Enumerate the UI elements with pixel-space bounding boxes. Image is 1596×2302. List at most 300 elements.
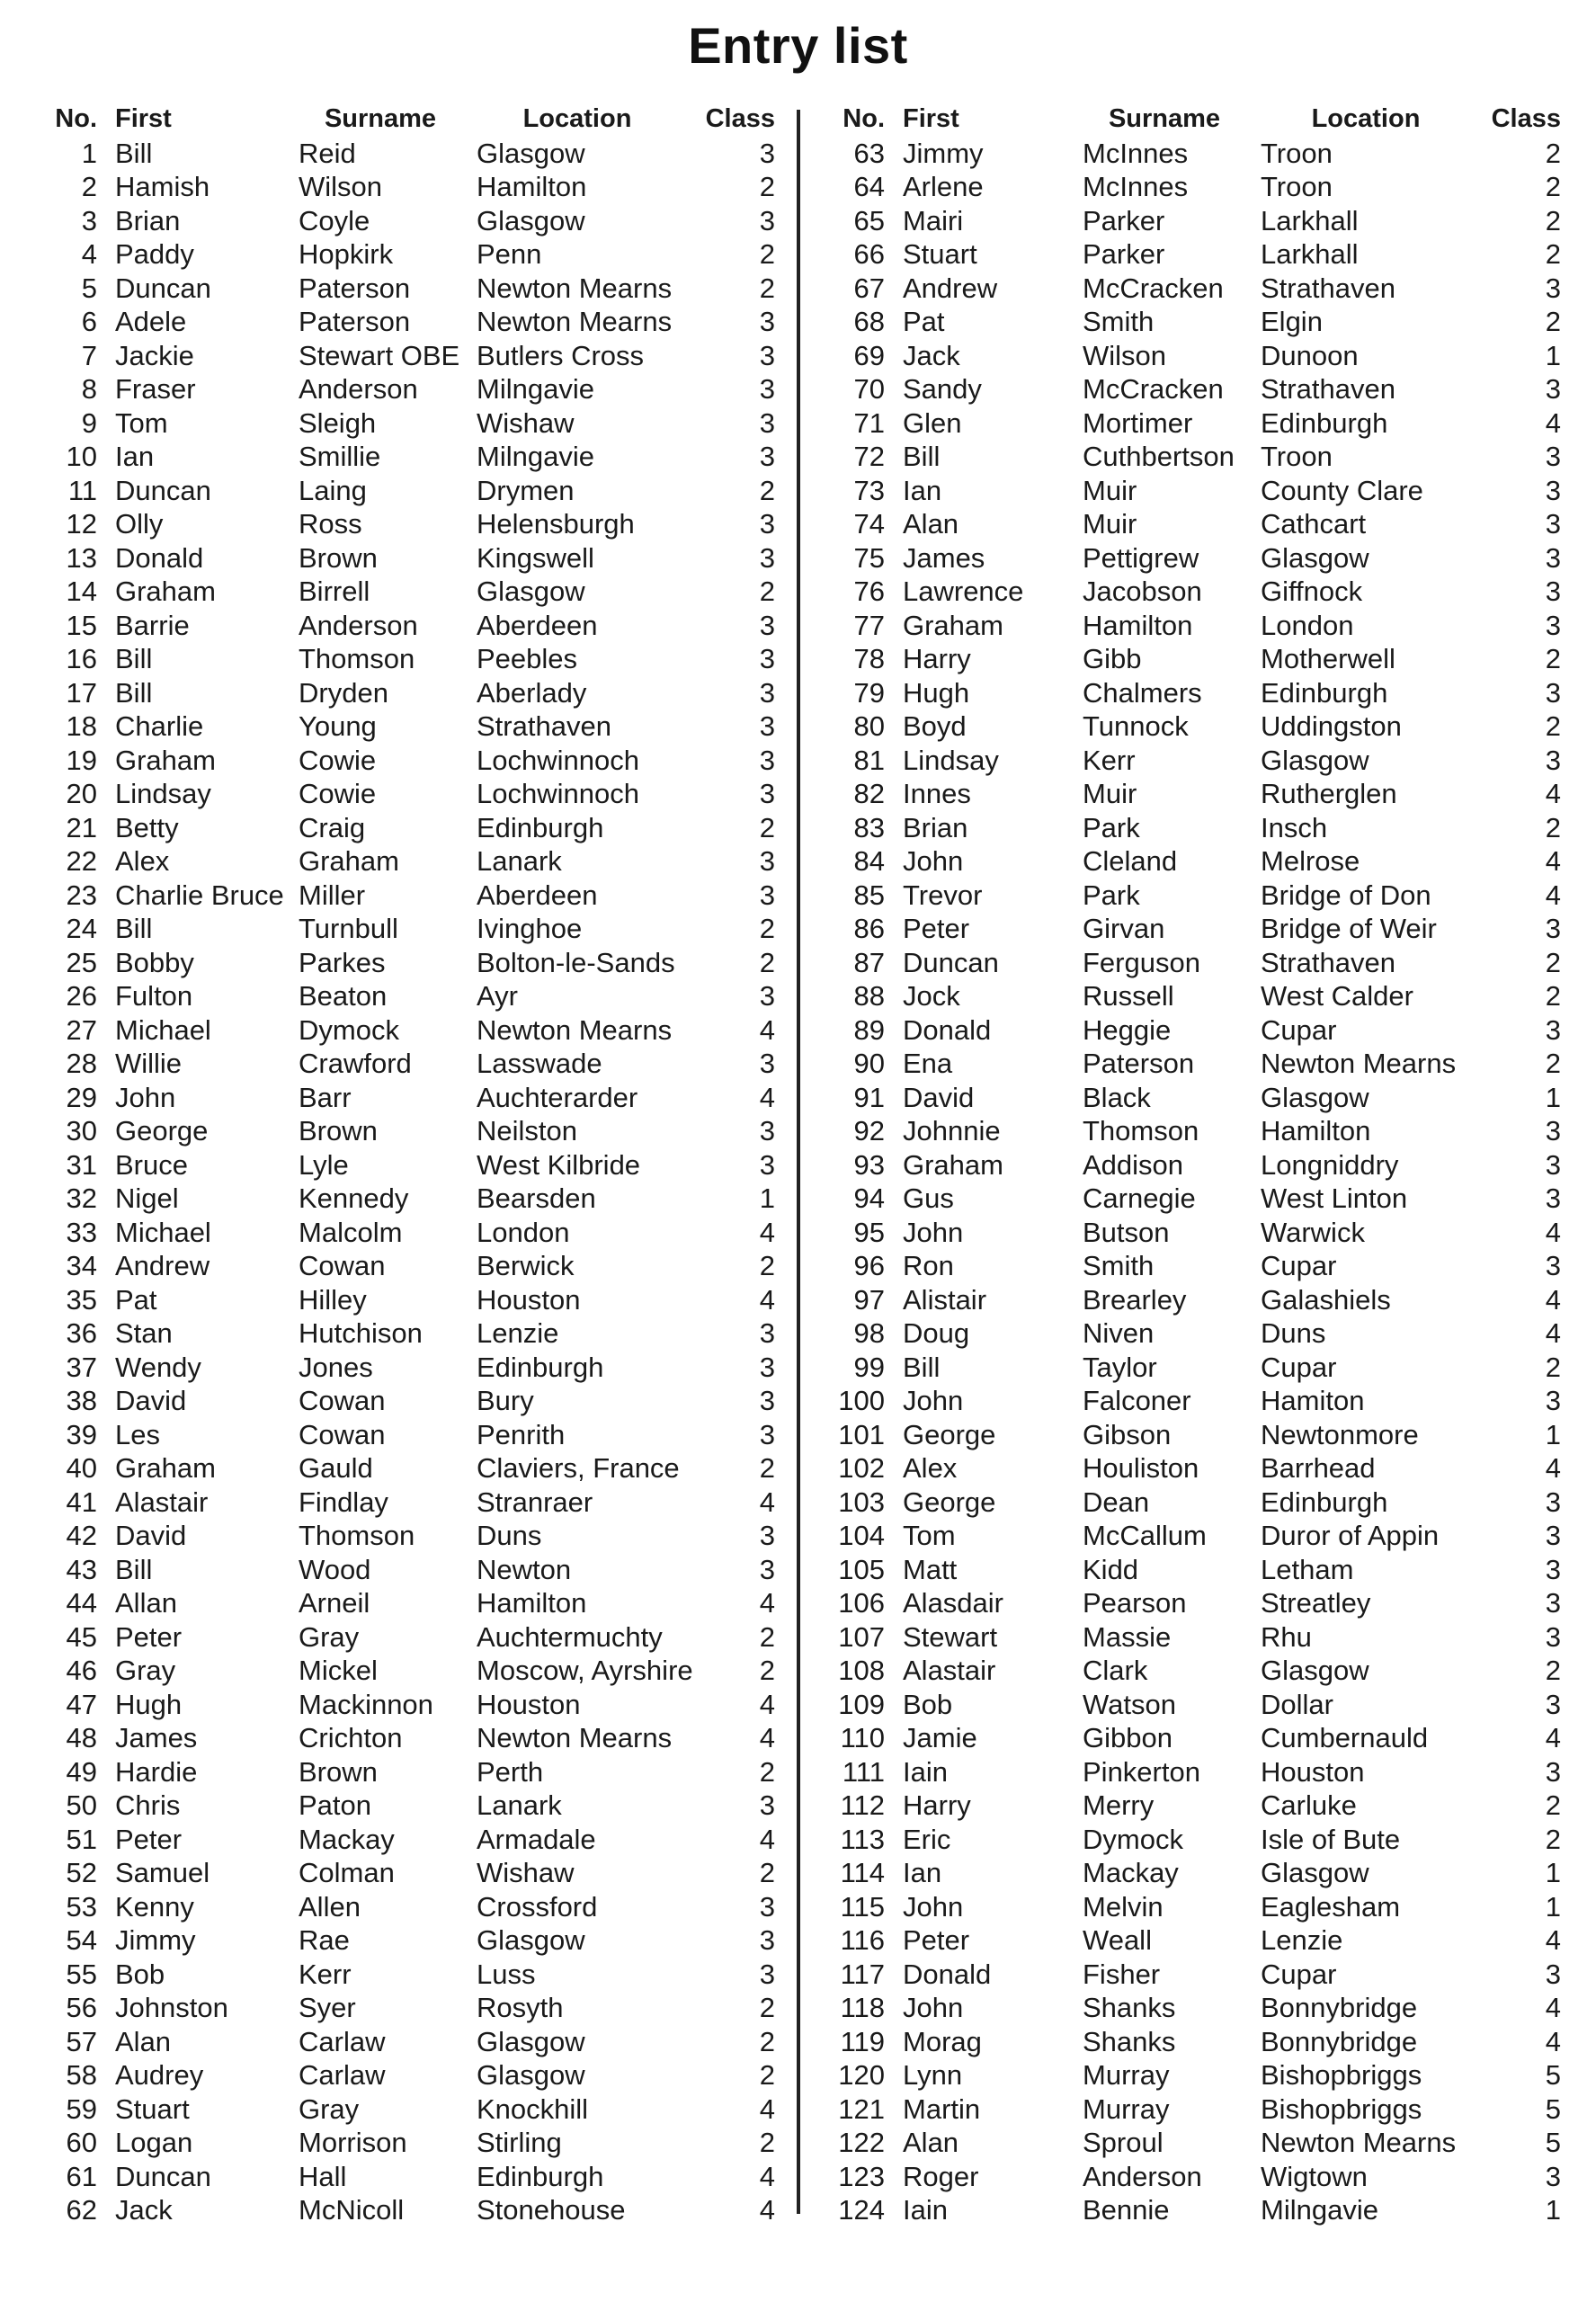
entry-first-name: Boyd — [903, 710, 967, 743]
table-row — [52, 508, 779, 542]
entry-first-name: Ian — [115, 441, 155, 473]
header-class: Class — [705, 103, 775, 133]
entry-first-name: Charlie — [115, 710, 204, 743]
table-row — [52, 2160, 779, 2194]
entry-first-name: Nigel — [115, 1182, 179, 1215]
entry-location: Hamilton — [477, 171, 587, 203]
entry-surname: Watson — [1083, 1688, 1176, 1720]
entry-location: Lenzie — [477, 1317, 559, 1350]
entry-first-name: Brian — [903, 811, 968, 843]
entry-surname: Sproul — [1083, 2127, 1164, 2159]
entry-number: 33 — [66, 1216, 97, 1248]
entry-location: Newton Mearns — [1261, 1048, 1457, 1080]
entry-surname: Paterson — [1083, 1048, 1195, 1080]
entry-surname: Allen — [299, 1890, 361, 1923]
entry-number: 54 — [66, 1924, 97, 1957]
entry-location: Insch — [1261, 811, 1328, 843]
table-row — [818, 406, 1565, 441]
entry-first-name: Fulton — [115, 980, 193, 1013]
entry-surname: Dymock — [299, 1013, 399, 1046]
entry-number: 98 — [853, 1317, 885, 1350]
entry-surname: Cowan — [299, 1418, 386, 1450]
entry-location: West Linton — [1261, 1182, 1408, 1215]
entry-first-name: Iain — [903, 1755, 948, 1788]
entry-first-name: Hugh — [115, 1688, 183, 1720]
entry-number: 64 — [853, 171, 885, 203]
entry-location: Houston — [477, 1283, 581, 1316]
entry-location: Lasswade — [477, 1048, 602, 1080]
entry-number: 42 — [66, 1520, 97, 1552]
entry-location: Lenzie — [1261, 1924, 1343, 1957]
entry-number: 111 — [842, 1755, 885, 1788]
table-row — [52, 1283, 779, 1317]
table-row — [52, 1216, 779, 1250]
entry-first-name: Alex — [115, 845, 170, 878]
entry-number: 83 — [853, 811, 885, 843]
entry-surname: Carlaw — [299, 2059, 386, 2092]
entry-surname: Thomson — [1083, 1115, 1199, 1147]
entry-first-name: Lindsay — [903, 744, 999, 776]
table-row — [52, 2127, 779, 2161]
entry-location: Newton — [477, 1553, 572, 1585]
table-row — [818, 1755, 1565, 1789]
entry-class: 3 — [759, 778, 775, 810]
table-row — [818, 1182, 1565, 1217]
entry-surname: McCracken — [1083, 272, 1224, 304]
table-row — [818, 339, 1565, 373]
entry-number: 105 — [838, 1553, 885, 1585]
entry-number: 95 — [853, 1216, 885, 1248]
entry-class: 3 — [759, 1115, 775, 1147]
entry-number: 88 — [853, 980, 885, 1013]
entry-class: 3 — [1545, 541, 1561, 574]
entry-surname: Young — [299, 710, 377, 743]
entry-class: 3 — [759, 1385, 775, 1417]
entry-surname: Thomson — [299, 643, 415, 675]
entry-location: Newton Mearns — [477, 306, 673, 338]
entry-class: 4 — [1545, 2025, 1561, 2057]
entry-first-name: Jack — [903, 339, 960, 371]
entry-number: 19 — [66, 744, 97, 776]
entry-location: Elgin — [1261, 306, 1323, 338]
entry-surname: Morrison — [299, 2127, 407, 2159]
table-row — [818, 1115, 1565, 1149]
entry-location: Claviers, France — [477, 1452, 680, 1485]
table-row — [52, 1520, 779, 1554]
table-row — [818, 845, 1565, 879]
table-row — [52, 1655, 779, 1689]
header-surname: Surname — [324, 103, 437, 133]
entry-first-name: Martin — [903, 2092, 981, 2125]
entry-surname: Coyle — [299, 204, 370, 236]
table-row — [52, 710, 779, 745]
entry-first-name: Gray — [115, 1655, 176, 1687]
entry-surname: Gibson — [1083, 1418, 1172, 1450]
table-row — [818, 373, 1565, 407]
entry-surname: Mickel — [299, 1655, 378, 1687]
entry-surname: Hilley — [299, 1283, 367, 1316]
entry-first-name: Barrie — [115, 609, 190, 641]
table-row — [52, 1317, 779, 1352]
entry-location: Newton Mearns — [1261, 2127, 1457, 2159]
table-row — [52, 1013, 779, 1048]
entry-location: Galashiels — [1261, 1283, 1391, 1316]
entry-surname: Shanks — [1083, 1992, 1176, 2024]
entry-class: 4 — [759, 1216, 775, 1248]
table-row — [818, 1958, 1565, 1992]
entry-location: Glasgow — [1261, 1081, 1369, 1113]
entry-first-name: Alan — [115, 2025, 172, 2057]
entry-class: 3 — [1545, 676, 1561, 709]
entry-surname: McCracken — [1083, 373, 1224, 406]
entry-first-name: Chris — [115, 1789, 181, 1822]
entry-first-name: Iain — [903, 2194, 948, 2226]
entry-class: 3 — [759, 1958, 775, 1990]
entry-class: 2 — [759, 1452, 775, 1485]
entry-surname: Massie — [1083, 1620, 1172, 1653]
entry-surname: Craig — [299, 811, 366, 843]
entry-number: 69 — [853, 339, 885, 371]
table-row — [818, 204, 1565, 238]
entry-number: 8 — [81, 373, 97, 406]
entry-class: 1 — [759, 1182, 775, 1215]
table-row — [818, 2092, 1565, 2127]
entry-class: 4 — [759, 1823, 775, 1855]
entry-number: 72 — [853, 441, 885, 473]
entry-location: County Clare — [1261, 474, 1423, 506]
table-row — [52, 643, 779, 677]
entry-location: Wishaw — [477, 406, 575, 439]
entry-surname: Kerr — [299, 1958, 352, 1990]
table-row — [818, 1486, 1565, 1520]
entry-first-name: Duncan — [115, 2160, 211, 2192]
entry-location: Wigtown — [1261, 2160, 1368, 2192]
entry-location: London — [477, 1216, 570, 1248]
entry-number: 7 — [81, 339, 97, 371]
entry-class: 3 — [759, 609, 775, 641]
entry-surname: Weall — [1083, 1924, 1152, 1957]
entry-number: 73 — [853, 474, 885, 506]
entry-class: 2 — [1545, 204, 1561, 236]
header-no: No. — [843, 103, 885, 133]
entry-location: Butlers Cross — [477, 339, 645, 371]
entry-surname: Cleland — [1083, 845, 1178, 878]
entry-class: 3 — [759, 541, 775, 574]
entry-class: 5 — [1545, 2092, 1561, 2125]
table-row — [52, 474, 779, 508]
entry-location: Larkhall — [1261, 238, 1359, 271]
entry-class: 4 — [759, 1081, 775, 1113]
entry-class: 3 — [759, 508, 775, 540]
table-row — [818, 609, 1565, 643]
entry-class: 4 — [759, 1688, 775, 1720]
table-row — [52, 204, 779, 238]
page-title: Entry list — [688, 17, 908, 74]
entry-class: 2 — [759, 2059, 775, 2092]
table-row — [52, 2025, 779, 2059]
table-row — [818, 811, 1565, 845]
entry-location: West Kilbride — [477, 1148, 641, 1181]
entry-surname: Cowan — [299, 1385, 386, 1417]
entry-number: 10 — [66, 441, 97, 473]
entry-number: 40 — [66, 1452, 97, 1485]
entry-first-name: Lindsay — [115, 778, 211, 810]
table-row — [818, 541, 1565, 576]
entry-first-name: Graham — [903, 1148, 1003, 1181]
entry-first-name: Andrew — [115, 1250, 210, 1282]
entry-surname: Paton — [299, 1789, 372, 1822]
entry-surname: Wood — [299, 1553, 371, 1585]
table-row — [52, 1418, 779, 1452]
entry-surname: Park — [1083, 879, 1140, 911]
entry-first-name: Michael — [115, 1216, 211, 1248]
entry-first-name: Donald — [115, 541, 204, 574]
entry-location: Helensburgh — [477, 508, 635, 540]
entry-surname: Mortimer — [1083, 406, 1193, 439]
entry-number: 2 — [81, 171, 97, 203]
table-row — [818, 1317, 1565, 1352]
entry-surname: Pinkerton — [1083, 1755, 1200, 1788]
entry-class: 4 — [759, 1013, 775, 1046]
entry-location: Berwick — [477, 1250, 575, 1282]
entry-class: 3 — [759, 710, 775, 743]
entry-surname: Anderson — [1083, 2160, 1202, 2192]
entry-surname: Hopkirk — [299, 238, 394, 271]
entry-first-name: John — [903, 1992, 964, 2024]
entry-class: 3 — [759, 1520, 775, 1552]
table-row — [52, 879, 779, 913]
table-header — [818, 101, 1565, 137]
entry-first-name: Alex — [903, 1452, 958, 1485]
entry-location: Eaglesham — [1261, 1890, 1401, 1923]
entry-first-name: Brian — [115, 204, 181, 236]
table-row — [818, 1452, 1565, 1486]
entry-first-name: Harry — [903, 1789, 971, 1822]
entry-surname: Beaton — [299, 980, 388, 1013]
entry-surname: Kidd — [1083, 1553, 1139, 1585]
entry-class: 3 — [1545, 609, 1561, 641]
entry-first-name: Paddy — [115, 238, 194, 271]
entry-surname: Fisher — [1083, 1958, 1161, 1990]
entry-table-right — [818, 101, 1565, 2227]
entry-class: 4 — [759, 1722, 775, 1754]
header-location: Location — [522, 103, 632, 133]
entry-number: 61 — [66, 2160, 97, 2192]
entry-first-name: Bobby — [115, 946, 194, 978]
entry-class: 3 — [1545, 1013, 1561, 1046]
entry-surname: Thomson — [299, 1520, 415, 1552]
entry-location: Ayr — [477, 980, 518, 1013]
table-row — [52, 980, 779, 1014]
entry-first-name: George — [903, 1486, 996, 1518]
entry-number: 35 — [66, 1283, 97, 1316]
entry-location: Wishaw — [477, 1857, 575, 1889]
entry-number: 9 — [81, 406, 97, 439]
entry-number: 47 — [66, 1688, 97, 1720]
entry-number: 80 — [853, 710, 885, 743]
entry-surname: Anderson — [299, 609, 418, 641]
table-row — [818, 1553, 1565, 1587]
entry-number: 25 — [66, 946, 97, 978]
entry-number: 78 — [853, 643, 885, 675]
table-row — [818, 946, 1565, 980]
entry-surname: Bennie — [1083, 2194, 1170, 2226]
entry-location: Duns — [1261, 1317, 1326, 1350]
entry-surname: Carlaw — [299, 2025, 386, 2057]
entry-number: 49 — [66, 1755, 97, 1788]
entry-class: 2 — [759, 2127, 775, 2159]
entry-location: Cumbernauld — [1261, 1722, 1429, 1754]
entry-surname: Butson — [1083, 1216, 1170, 1248]
entry-number: 17 — [66, 676, 97, 709]
entry-class: 3 — [759, 137, 775, 169]
table-row — [818, 744, 1565, 778]
entry-class: 2 — [759, 1620, 775, 1653]
entry-first-name: Michael — [115, 1013, 211, 1046]
entry-first-name: Pat — [903, 306, 945, 338]
entry-number: 104 — [838, 1520, 885, 1552]
entry-number: 13 — [66, 541, 97, 574]
entry-location: Aberdeen — [477, 609, 598, 641]
entry-surname: Gray — [299, 1620, 360, 1653]
entry-number: 68 — [853, 306, 885, 338]
entry-number: 120 — [838, 2059, 885, 2092]
entry-first-name: Hugh — [903, 676, 970, 709]
entry-number: 12 — [66, 508, 97, 540]
entry-class: 4 — [1545, 1992, 1561, 2024]
entry-class: 4 — [759, 1283, 775, 1316]
entry-first-name: Trevor — [903, 879, 983, 911]
entry-class: 3 — [759, 845, 775, 878]
table-row — [818, 441, 1565, 475]
entry-first-name: James — [903, 541, 985, 574]
table-row — [52, 1148, 779, 1182]
table-row — [52, 1081, 779, 1115]
entry-first-name: Andrew — [903, 272, 998, 304]
entry-location: Lochwinnoch — [477, 778, 639, 810]
entry-first-name: Peter — [903, 1924, 970, 1957]
entry-number: 121 — [838, 2092, 885, 2125]
entry-location: Luss — [477, 1958, 536, 1990]
table-row — [818, 1857, 1565, 1891]
entry-surname: Syer — [299, 1992, 356, 2024]
entry-location: Streatley — [1261, 1587, 1371, 1619]
entry-class: 3 — [1545, 576, 1561, 608]
entry-first-name: Alastair — [115, 1486, 209, 1518]
entry-surname: Birrell — [299, 576, 370, 608]
entry-number: 57 — [66, 2025, 97, 2057]
entry-location: Newton Mearns — [477, 272, 673, 304]
entry-location: Strathaven — [1261, 373, 1395, 406]
entry-location: Stonehouse — [477, 2194, 626, 2226]
entry-first-name: Johnnie — [903, 1115, 1001, 1147]
table-row — [52, 171, 779, 205]
entry-number: 24 — [66, 913, 97, 945]
entry-surname: Black — [1083, 1081, 1151, 1113]
table-row — [52, 1486, 779, 1520]
entry-surname: Crichton — [299, 1722, 403, 1754]
entry-number: 94 — [853, 1182, 885, 1215]
entry-surname: Dymock — [1083, 1823, 1183, 1855]
entry-class: 3 — [759, 339, 775, 371]
entry-surname: Shanks — [1083, 2025, 1176, 2057]
entry-class: 2 — [759, 1655, 775, 1687]
entry-location: Bridge of Weir — [1261, 913, 1437, 945]
table-row — [52, 306, 779, 340]
entry-surname: Addison — [1083, 1148, 1184, 1181]
entry-class: 4 — [1545, 1216, 1561, 1248]
entry-class: 3 — [759, 1924, 775, 1957]
entry-surname: Miller — [299, 879, 366, 911]
entry-number: 5 — [81, 272, 97, 304]
entry-class: 2 — [1545, 238, 1561, 271]
entry-class: 3 — [1545, 913, 1561, 945]
entry-surname: McNicoll — [299, 2194, 405, 2226]
entry-first-name: Sandy — [903, 373, 982, 406]
entry-class: 2 — [759, 811, 775, 843]
entry-location: Glasgow — [477, 204, 585, 236]
entry-class: 2 — [759, 2025, 775, 2057]
entry-number: 14 — [66, 576, 97, 608]
entry-number: 29 — [66, 1081, 97, 1113]
entry-surname: Cowie — [299, 778, 377, 810]
entry-class: 3 — [759, 676, 775, 709]
entry-number: 113 — [840, 1823, 885, 1855]
entry-surname: Chalmers — [1083, 676, 1202, 709]
table-row — [52, 2092, 779, 2127]
entry-first-name: Roger — [903, 2160, 979, 2192]
entry-surname: Sleigh — [299, 406, 377, 439]
entry-location: Edinburgh — [477, 1351, 604, 1383]
entry-surname: Hall — [299, 2160, 347, 2192]
entry-surname: Jacobson — [1083, 576, 1202, 608]
entry-first-name: Tom — [903, 1520, 956, 1552]
table-row — [52, 1992, 779, 2026]
entry-location: Larkhall — [1261, 204, 1359, 236]
entry-first-name: Bill — [115, 676, 153, 709]
entry-location: Uddingston — [1261, 710, 1402, 743]
entry-number: 74 — [853, 508, 885, 540]
entry-first-name: Bob — [903, 1688, 953, 1720]
entry-first-name: Lynn — [903, 2059, 963, 2092]
table-row — [818, 1789, 1565, 1824]
entry-surname: Graham — [299, 845, 399, 878]
entry-location: Glasgow — [477, 2059, 585, 2092]
entry-first-name: Peter — [903, 913, 970, 945]
entry-number: 43 — [66, 1553, 97, 1585]
entry-first-name: David — [115, 1520, 187, 1552]
entry-first-name: Donald — [903, 1958, 992, 1990]
entry-first-name: Donald — [903, 1013, 992, 1046]
entry-first-name: Morag — [903, 2025, 982, 2057]
entry-location: Moscow, Ayrshire — [477, 1655, 693, 1687]
entry-number: 30 — [66, 1115, 97, 1147]
entry-location: Melrose — [1261, 845, 1360, 878]
entry-class: 4 — [1545, 879, 1561, 911]
entry-class: 2 — [759, 171, 775, 203]
table-row — [52, 541, 779, 576]
table-row — [52, 1823, 779, 1857]
entry-number: 112 — [840, 1789, 885, 1822]
entry-location: Neilston — [477, 1115, 577, 1147]
entry-location: Troon — [1261, 441, 1333, 473]
entry-number: 4 — [81, 238, 97, 271]
entry-surname: Jones — [299, 1351, 373, 1383]
table-row — [818, 1655, 1565, 1689]
entry-first-name: Stuart — [903, 238, 977, 271]
table-row — [818, 508, 1565, 542]
entry-surname: Dryden — [299, 676, 388, 709]
